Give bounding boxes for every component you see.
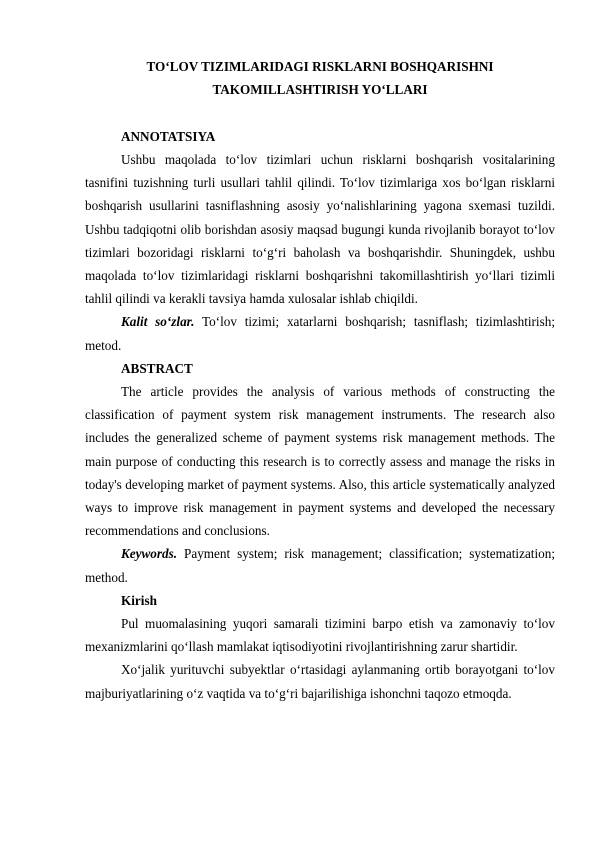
intro-paragraph-2: Xo‘jalik yurituvchi subyektlar o‘rtasidagi aylanmaning ortib borayotgani to‘lov majburiyatlarining o‘z vaqtida va to‘g‘ri bajarilishiga ishonchni taqozo etmoqda. xyxy=(85,662,555,701)
abstract-text: The article provides the analysis of various methods of constructing the classification of payment system risk management instruments. The research also includes the generalized scheme of payment systems risk management methods. The main purpose of conducting this research is to correctly assess and manage the risks in today's developing market of payment systems. Also, this article systematically analyzed ways to improve risk management in payment systems and developed the necessary recommendations and conclusions. xyxy=(85,384,555,539)
intro-paragraph-1: Pul muomalasining yuqori samarali tizimini barpo etish va zamonaviy to‘lov mexanizmlarini qo‘llash mamlakat iqtisodiyotini rivojlantirishning zarur shartidir. xyxy=(85,616,555,655)
annotation-text: Ushbu maqolada to‘lov tizimlari uchun risklarni boshqarish vositalarining tasnifini tuzishning turli usullari tahlil qilindi. To‘lov tizimlariga xos bo‘lgan risklarni boshqarish usullarini tasniflashning asosiy yo‘nalishlarining yagona sxemasi tuzildi. Ushbu tadqiqotni olib borishdan asosiy maqsad bugungi kunda rivojlanib borayot to‘lov tizimlari bozoridagi risklarni to‘g‘ri baholash va boshqarishdir. Shuningdek, ushbu maqolada to‘lov tizimlaridagi risklarni boshqarishni takomillashtirish yo‘llari tizimli tahlil qilindi va kerakli tavsiya hamda xulosalar ishlab chiqildi. xyxy=(85,152,555,307)
abstract-heading: ABSTRACT xyxy=(121,360,193,376)
annotation-keywords-text: To‘lov tizimi; xatarlarni boshqarish; tasniflash; tizimlashtirish; metod. xyxy=(85,314,555,353)
abstract-keywords xyxy=(85,542,555,588)
abstract-keywords-text: Payment system; risk management; classification; systematization; method. xyxy=(85,546,555,585)
paper-title xyxy=(85,55,555,102)
spacer xyxy=(85,102,555,125)
annotation-keywords-label: Kalit so‘zlar. xyxy=(121,314,195,330)
intro-heading: Kirish xyxy=(121,592,157,608)
annotation-heading: ANNOTATSIYA xyxy=(121,128,216,144)
title-line-1: TO‘LOV TIZIMLARIDAGI RISKLARNI BOSHQARISHNI xyxy=(146,59,494,74)
annotation-keywords xyxy=(85,310,555,356)
abstract-keywords-label: Keywords. xyxy=(121,546,178,562)
title-line-2: TAKOMILLASHTIRISH YO‘LLARI xyxy=(212,82,428,98)
document-page xyxy=(85,55,555,705)
